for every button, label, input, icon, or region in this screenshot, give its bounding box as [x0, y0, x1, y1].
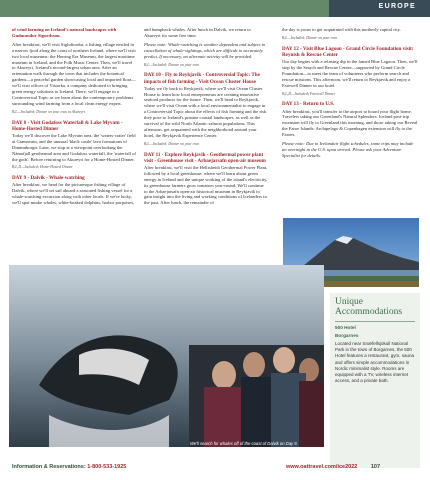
day-13-note: Please note: Due to Icelandair flight schedules, some trips may include an overnight in the U.S. upon arrival. Please ask your Adventure Specialist for details. [282, 141, 414, 158]
accommodations-title: Unique Accommodations [335, 297, 403, 317]
reservations-phone[interactable]: 1-800-533-1925 [87, 464, 127, 470]
reservations-info [12, 464, 126, 470]
header-green-band [0, 0, 329, 17]
column-1 [12, 27, 136, 209]
section-label: EUROPE [378, 3, 416, 10]
day-10-heading: DAY 10 - Fly to Reykjavik - Controversial Topic: The impacts of fish farming - Visit Ocean Cluster House [144, 72, 260, 85]
accommodations-box [330, 293, 420, 468]
day-12-text: Our day begins with a relaxing dip in the famed Blue Lagoon. Then, we'll stop by the Search and Rescue Center—supported by Grand Circle Foundation—to meet the team of volunteers who perform search and rescue missions. This afternoon, we'll return to Reykjavik and enjoy a Farewell Dinner in our hotel. [282, 59, 418, 88]
col3-paragraph: the day is yours to get acquainted with this northerly capital city. [282, 27, 401, 32]
day-11-heading: DAY 11 - Explore Reykjavik - Geothermal power plant visit - Greenhouse visit - Arbaejarsafn open-air museum [144, 151, 266, 164]
day-13-text: After breakfast, you'll transfer to the airport to board your flight home. Travelers taking our Greenland's Natural Splendors: Iceland post-trip extension will fly to Greenland this morning, and those taking our Reveal the Faroe Islands: Archipelago & Copenhagen extension will fly to the Faroes. [282, 108, 418, 138]
hotel-location: Borgarnes [335, 333, 359, 338]
day-8-heading: DAY 8 - Visit Godafoss Waterfall & Lake Myvatn - Home-Hosted Dinner [12, 119, 123, 132]
reservations-label: Information & Reservations: [12, 464, 86, 470]
divider [335, 321, 415, 322]
day-12-meals: B,L,D—Included; Farewell Dinner [282, 91, 336, 96]
col1-meals: B,L—Included; Dinner on your own in Akureyri [12, 109, 85, 114]
day-8-text: Today we'll discover the Lake Myvatn area, the 'waters-crater' field at Grænavatn, and the unusual 'black castle' lava formations of Dimmuborgir. Later, we stop at a viewpoint overlooking the Námafjall geothermal area and Godafoss waterfall, the 'waterfall of the gods'. Before returning to Akureyri for a Home-Hosted Dinner. [12, 132, 136, 162]
hotel-name: 500 Hotel [335, 325, 356, 330]
col2-paragraph: and humpback whales. After lunch in Dalvik, we return to Akureyri for some free time. [144, 27, 251, 38]
page-number: 107 [370, 464, 381, 470]
day-13-heading: DAY 13 - Return to U.S. [282, 101, 335, 108]
footer-right [286, 464, 380, 470]
whale-watching-photo [9, 265, 324, 447]
day-11-text: After breakfast, we'll visit the Hellisheidi Geothermal Power Plant, followed by a local greenhouse, where we'll learn about green energy in Iceland and the unique working of the island's electricity, its greenhouse farmers grow tomatoes year-round. We'll continue to the Arbaejarsafn open-air historical museum in Reykjavik to gain insight into the living and working conditions of Icelanders in the past. After lunch, the remainder of [144, 164, 268, 206]
column-3 [282, 27, 418, 162]
col1-intro: of wind farming on Iceland's natural landscapes with Gudmundur Sigurdsson. [12, 27, 117, 38]
day-9-text: After breakfast, we head for the picturesque fishing village of Dalvik, where we'll set sail aboard a seasoned fishing vessel for a whale-watching excursion along with other locals. If we're lucky, we'll spot minke whales, white-beaked dolphins, harbor porpoises, [12, 182, 135, 206]
col1-paragraph: After breakfast, we'll visit Sigluftordur, a fishing village nestled in a narrow fjord along the coast of northern Iceland, where we'll visit two local museums: the Herring Era Museum, the largest maritime museum in Iceland, and the Folk Music Center. Then, we'll travel to Akureyri, Iceland's second-largest urban area. After an orientation walk through the town that includes the botanical gardens—a peaceful garden showcasing local and imported flora—we'll visit offices of Vistorka, a company dedicated to bringing green energy solutions to Iceland. There, we'll engage in a Controversial Topic as we learn about the contemporary problems surrounding wind farming from a local clean energy expert. [12, 41, 136, 106]
day-12-heading: DAY 12 - Visit Blue Lagoon - Grand Circle Foundation visit: Reynish & Rescue Center [282, 45, 414, 58]
day-10-meals: B,L—Included; Dinner on your own [144, 141, 199, 146]
col2-note: Please note: Whale-watching is weather dependent and subject to cancellation of whale-sightings, which are difficult to accurately predict. If necessary, an alternate activity will be provided. [144, 41, 266, 59]
day-8-meals: B,L,D—Included; Home-Hosted Dinner [12, 165, 73, 170]
day-9-heading: DAY 9 - Dalvik - Whale-watching [12, 175, 85, 182]
day-10-text: Today we fly back to Reykjavik, where we'll visit Ocean Cluster House to learn how local entrepreneurs are creating innovative seafood products for the future. Then, we'll head to Reykjavik, where we'll visit Ocean with a local environmentalist to engage in a Controversial Topic about the effects of fish farming and the risk they pose to Iceland's pristine coastal landscapes, as well as the survival of the wild North Atlantic salmon populations. This afternoon, get acquainted with the neighborhood around your hotel, the Reykjavik Experience Center. [144, 85, 267, 138]
col3-meals: B,L—Included; Dinner on your own [282, 35, 337, 40]
hotel-description: Located near Snæfellsjökull National Park in the town of Borgarnes, the 500 Hotel features a restaurant, gym, sauna and offers simple accommodations in Nordic minimalist style. Rooms are equipped with a TV, wireless internet access, and a private bath. [335, 341, 415, 384]
page-footer [0, 460, 430, 480]
col2-meals: B,L—Included; Dinner on your own [144, 62, 199, 67]
website-link[interactable]: www.oattravel.com/ice2022 [286, 464, 358, 470]
section-header-bar [0, 0, 430, 17]
photo-caption: We'll search for whales off of the coast of Dalvik on Day 9. [190, 441, 298, 446]
column-2 [144, 27, 268, 209]
